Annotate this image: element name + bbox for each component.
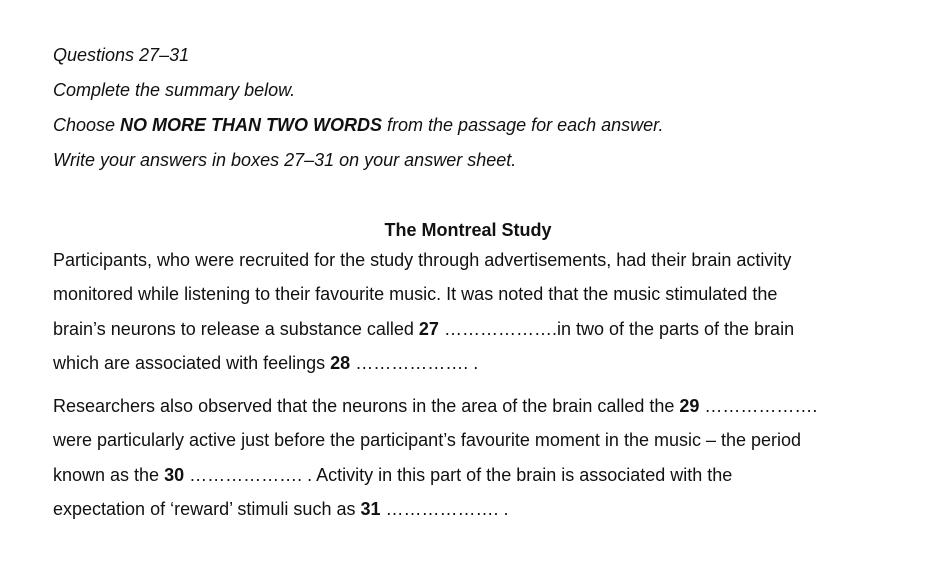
paragraph-2-line-4 xyxy=(53,492,913,527)
paragraph-1-line-1: Participants, who were recruited for the study through advertisements, had their brain activity xyxy=(53,249,792,270)
instruction-word-limit xyxy=(53,108,913,143)
paragraph-1-line-3-text: brain’s neurons to release a substance called xyxy=(53,318,419,339)
question-number-28: 28 xyxy=(330,353,351,373)
paragraph-2-line-1-text: Researchers also observed that the neurons in the area of the brain called the xyxy=(53,395,680,416)
paragraph-2-line-3-text: known as the xyxy=(53,464,165,485)
paragraph-1-line-3 xyxy=(53,312,913,347)
questions-heading: Questions 27–31 xyxy=(53,45,190,65)
paragraph-2-line-2: were particularly active just before the participant’s favourite moment in the music – the period xyxy=(53,430,802,450)
instruction-complete-summary: Complete the summary below. xyxy=(53,80,296,100)
summary-paragraph-2 xyxy=(53,389,913,527)
summary-paragraph-1 xyxy=(53,243,913,381)
question-number-29: 29 xyxy=(679,395,700,416)
paragraph-1-line-4 xyxy=(53,346,913,381)
paragraph-2-line-1 xyxy=(53,389,913,424)
summary-title: The Montreal Study xyxy=(384,220,552,240)
answer-gap-29: ………………. xyxy=(699,395,818,416)
answer-gap-30: ………………. . Activity in this part of the brain is associated with the xyxy=(184,464,733,485)
question-sheet xyxy=(53,38,913,527)
instruction-word-limit-pre: Choose xyxy=(53,115,121,135)
paragraph-1-line-4-text: which are associated with feelings xyxy=(53,353,331,373)
instruction-answer-boxes: Write your answers in boxes 27–31 on your answer sheet. xyxy=(53,150,517,170)
instruction-word-limit-post: from the passage for each answer. xyxy=(382,115,664,135)
answer-gap-27: ……………….in two of the parts of the brain xyxy=(438,318,795,339)
paragraph-1-line-2: monitored while listening to their favourite music. It was noted that the music stimulated the xyxy=(53,284,778,304)
answer-gap-28: ………………. . xyxy=(350,353,479,373)
answer-gap-31: ………………. . xyxy=(380,499,509,519)
question-number-31: 31 xyxy=(360,499,381,519)
paragraph-2-line-4-text: expectation of ‘reward’ stimuli such as xyxy=(53,499,361,519)
word-limit-emphasis: NO MORE THAN TWO WORDS xyxy=(120,115,383,135)
question-number-27: 27 xyxy=(418,318,439,339)
paragraph-2-line-3 xyxy=(53,458,913,493)
question-number-30: 30 xyxy=(164,464,185,485)
